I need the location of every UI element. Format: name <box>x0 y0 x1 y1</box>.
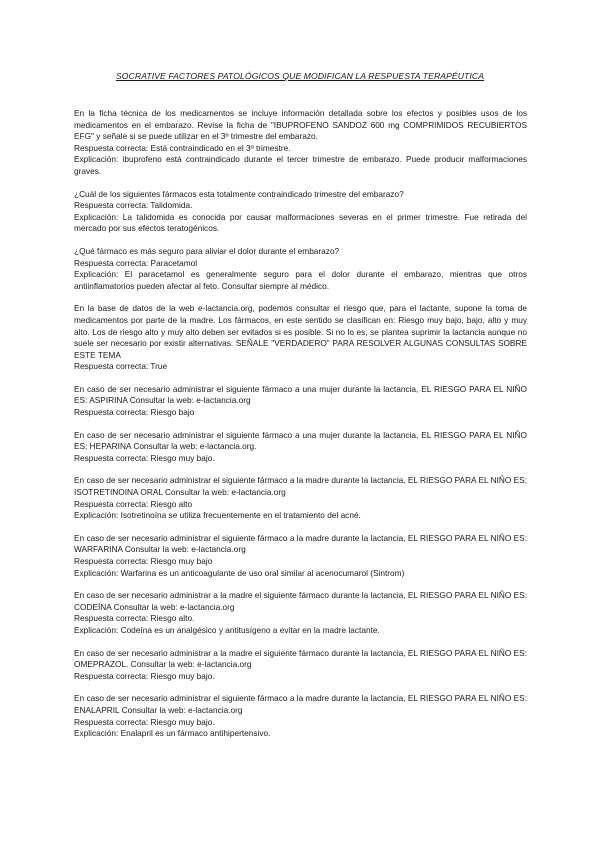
document-body <box>74 108 527 751</box>
correct-answer: Respuesta correcta: True <box>74 361 168 372</box>
explanation: Explicación: El paracetamol es generalmente seguro para el dolor durante el embarazo, mientras que otros antiinflamatorios pueden afectar al feto. Consultar siempre al médico. <box>74 269 527 291</box>
question-block <box>74 648 527 683</box>
question-block <box>74 590 527 636</box>
question-text: En caso de ser necesario administrar el siguiente fármaco a la madre durante la lactancia, EL RIESGO PARA EL NIÑO ES: WARFARINA Consultar la web: e-lactancia.org <box>74 532 528 555</box>
question-text: En caso de ser necesario administrar el siguiente fármaco a una mujer durante la lactancia, EL RIESGO PARA EL NIÑO ES: ASPIRINA Consultar la web: e-lactancia.org <box>74 383 527 406</box>
question-text: ¿Cuál de los siguientes fármacos esta totalmente contraindicado trimestre del embarazo? <box>74 188 404 199</box>
explanation: Explicación: ibuprofeno está contraindicado durante el tercer trimestre de embarazo. Puede producir malformaciones graves. <box>74 154 527 176</box>
explanation: Explicación: Warfarina es un anticoagulante de uso oral similar al acenocumarol (Sintrom) <box>74 567 405 578</box>
explanation: Explicación: La talidomida es conocida por causar malformaciones severas en el primer trimestre. Fue retirada del mercado por sus efectos teratogénicos. <box>74 211 527 234</box>
question-block <box>74 533 527 579</box>
question-text: ¿Qué fármaco es más seguro para aliviar el dolor durante el embarazo? <box>74 245 340 256</box>
question-block <box>74 108 527 178</box>
explanation: Explicación: Codeína es un analgésico y antitusígeno a evitar en la madre lactante. <box>74 624 380 635</box>
document-title: SOCRATIVE FACTORES PATOLÓGICOS QUE MODIFICAN LA RESPUESTA TERAPÉUTICA <box>115 71 485 81</box>
explanation: Explicación: Enalapril es un fármaco antihipertensivo. <box>74 728 271 739</box>
correct-answer: Respuesta correcta: Riesgo bajo <box>74 407 195 418</box>
question-text: En caso de ser necesario administrar a la madre el siguiente fármaco durante la lactancia, EL RIESGO PARA EL NIÑO ES: OMEPRAZOL. Consultar la web: e-lactancia.org <box>74 647 528 670</box>
question-block <box>74 430 527 465</box>
question-text: En caso de ser necesario administrar el siguiente fármaco a una mujer durante la lactancia, EL RIESGO PARA EL NIÑO ES: HEPARINA Consultar la web: e-lactancia.org. <box>74 429 527 452</box>
correct-answer: Respuesta correcta: Riesgo muy bajo. <box>74 670 215 681</box>
question-block <box>74 693 527 739</box>
explanation: Explicación: Isotretinoína se utiliza frecuentemente en el tratamiento del acné. <box>74 510 361 521</box>
question-text: En caso de ser necesario administrar el siguiente fármaco a la madre durante la lactancia, EL RIESGO PARA EL NIÑO ES: ENALAPRIL Consultar la web: e-lactancia.org <box>74 693 528 715</box>
correct-answer: Respuesta correcta: Talidomida. <box>74 200 193 211</box>
question-text: En la base de datos de la web e-lactancia.org, podemos consultar el riesgo que, para el lactante, supone la toma de medicamentos por parte de la madre. Los fármacos, en este sentido se clasifican en: Riesgo muy bajo, bajo, alto y muy alto. Los de riesgo alto y muy alto deben ser evitados si es posible. Si no lo es, se plantea suprimir la lactancia aunque no suele ser necesario por existir alternativas. SEÑALE "VERDADERO" PARA RESOLVER ALGUNAS CONSULTAS SOBRE ESTE TEMA <box>74 303 527 360</box>
correct-answer: Respuesta correcta: Riesgo muy bajo <box>74 556 213 566</box>
correct-answer: Respuesta correcta: Riesgo alto. <box>74 613 195 624</box>
question-block <box>74 189 527 235</box>
question-text: En caso de ser necesario administrar a la madre el siguiente fármaco durante la lactancia, EL RIESGO PARA EL NIÑO ES: CODEÍNA Consultar la web: e-lactancia.org <box>74 590 528 612</box>
correct-answer: Respuesta correcta: Riesgo alto <box>74 498 193 509</box>
question-text: En la ficha técnica de los medicamentos se incluye información detallada sobre los efectos y posibles usos de los medicamentos en el embarazo. Revise la ficha de "IBUPROFENO SANDOZ 600 mg COMPRIMIDOS RECUBIERTOS EFG" y señale si se puede utilizar en el 3º trimestre del embarazo. <box>74 108 527 142</box>
question-block <box>74 475 527 521</box>
correct-answer: Respuesta correcta: Riesgo muy bajo. <box>74 452 215 463</box>
question-text: En caso de ser necesario administrar el siguiente fármaco a la madre durante la lactancia, EL RIESGO PARA EL NIÑO ES: ISOTRETINOINA ORAL Consultar la web: e-lactancia.org <box>74 475 528 498</box>
correct-answer: Respuesta correcta: Está contraindicado en el 3º trimestre. <box>74 142 291 153</box>
question-block <box>74 246 527 292</box>
question-block <box>74 303 527 373</box>
question-block <box>74 384 527 419</box>
correct-answer: Respuesta correcta: Riesgo muy bajo. <box>74 716 215 727</box>
correct-answer: Respuesta correcta: Paracetamol <box>74 257 198 268</box>
